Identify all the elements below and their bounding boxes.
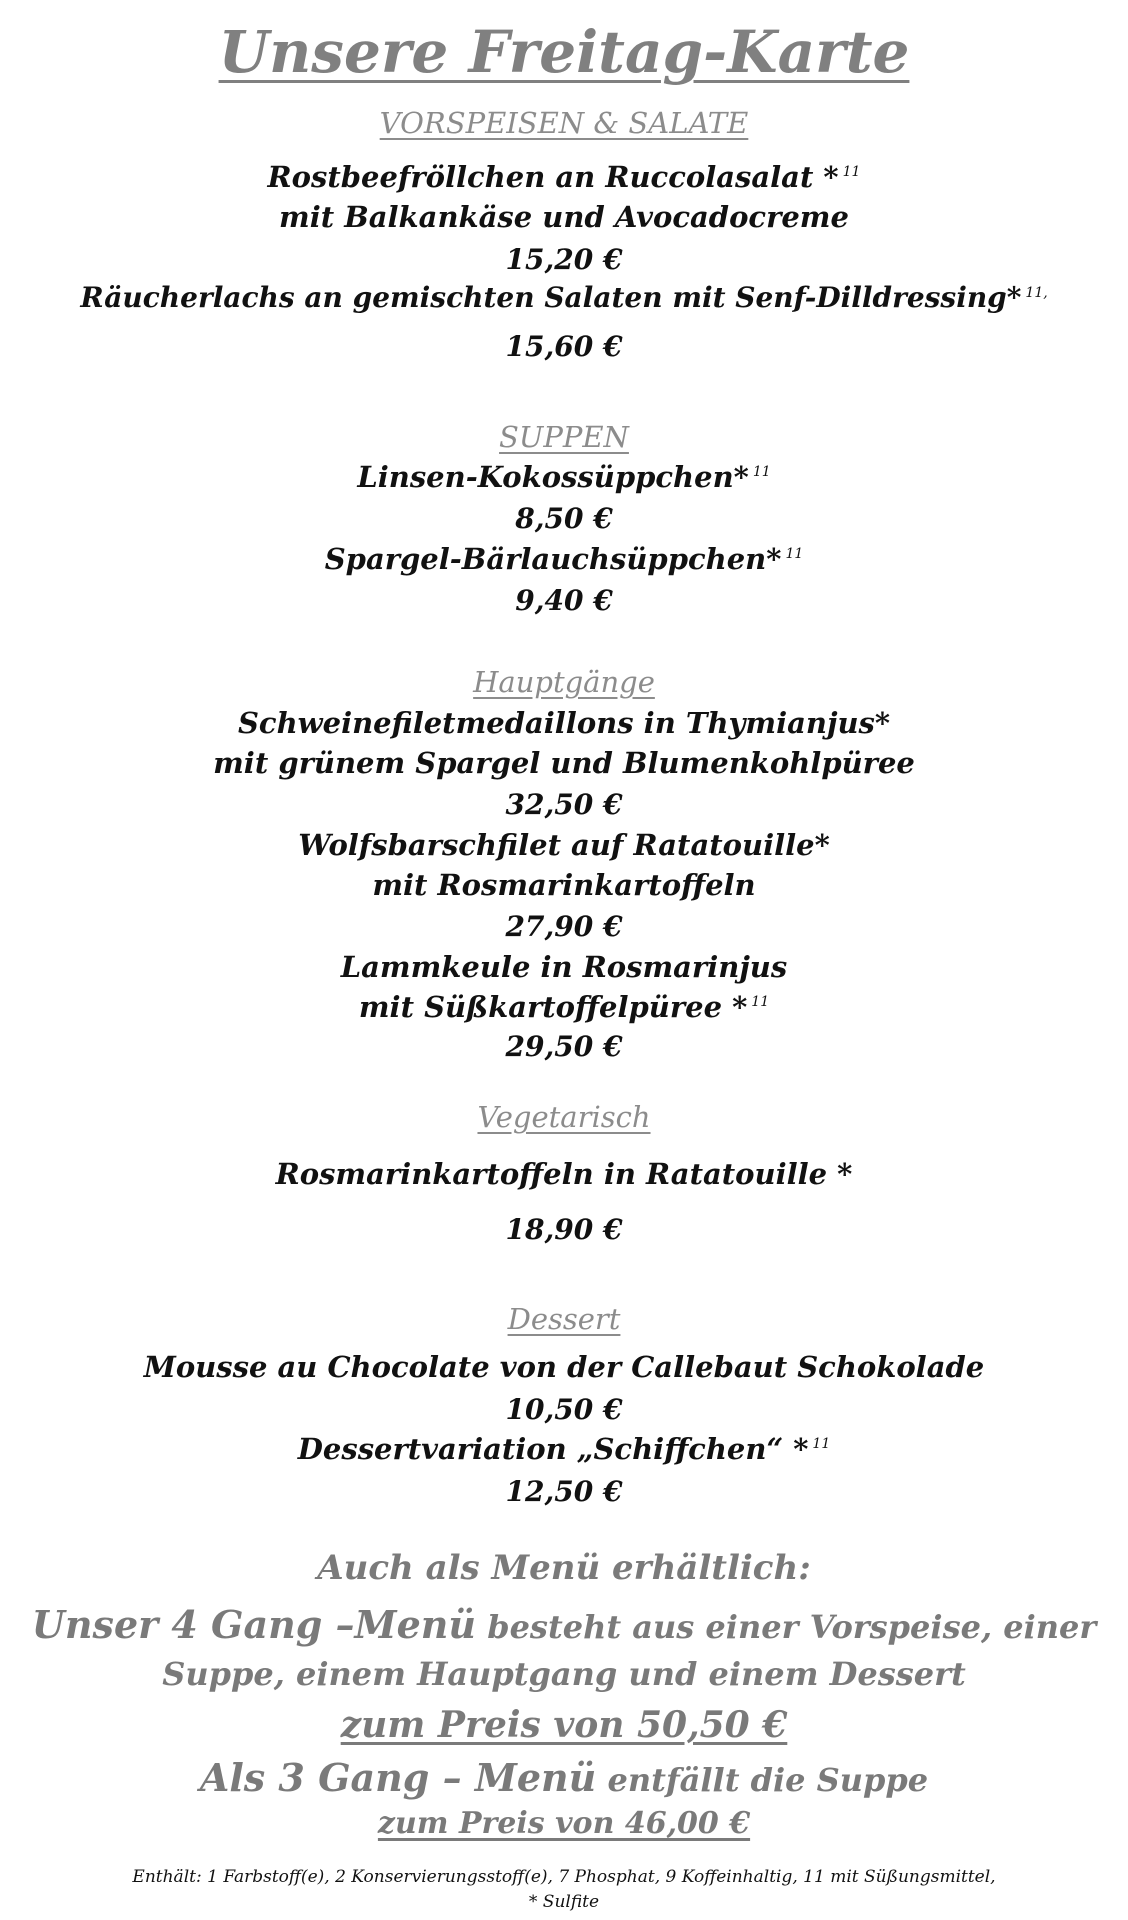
allergen-note: 11,	[1025, 284, 1048, 301]
menu-item-price: 27,90 €	[505, 910, 623, 943]
menu-item-line: mit Süßkartoffelpüree * $^{11}$	[358, 990, 770, 1024]
allergen-note: 11	[751, 994, 770, 1011]
menu-item-line: Räucherlachs an gemischten Salaten mit Senf-Dilldressing* $^{11,}$	[80, 281, 1048, 314]
menu-item-price: 18,90 €	[505, 1213, 623, 1246]
page-title: Unsere Freitag-Karte	[218, 18, 910, 86]
three-course-line: Als 3 Gang – Menü entfällt die Suppe	[199, 1755, 929, 1800]
menu-item-line: Mousse au Chocolate von der Callebaut Schokolade	[143, 1350, 985, 1384]
menu-item-price: 9,40 €	[515, 584, 613, 617]
menu-item-line: Spargel-Bärlauchsüppchen* $^{11}$	[324, 542, 804, 576]
allergen-note: 11	[812, 1436, 831, 1453]
section-heading-dessert: Dessert	[507, 1302, 621, 1336]
menu-offer-intro: Auch als Menü erhältlich:	[317, 1548, 811, 1588]
menu-item-line: Rosmarinkartoffeln in Ratatouille *	[275, 1157, 853, 1191]
menu-item-price: 32,50 €	[505, 788, 623, 821]
menu-item-line: mit Balkankäse und Avocadocreme	[279, 200, 849, 234]
allergen-legend: Enthält: 1 Farbstoff(e), 2 Konservierungsstoff(e), 7 Phosphat, 9 Koffeinhaltig, 11 mit Süßungsmittel,	[132, 1867, 996, 1887]
section-heading-mains: Hauptgänge	[473, 665, 655, 699]
menu-item-price: 10,50 €	[505, 1393, 623, 1426]
menu-item-line: Wolfsbarschfilet auf Ratatouille*	[298, 828, 830, 862]
menu-item-line: mit Rosmarinkartoffeln	[372, 868, 756, 902]
menu-item-line: Lammkeule in Rosmarinjus	[340, 950, 788, 984]
menu-item-price: 29,50 €	[505, 1030, 623, 1063]
menu-item-line: mit grünem Spargel und Blumenkohlpüree	[213, 746, 915, 780]
section-heading-soups: SUPPEN	[499, 420, 629, 454]
four-course-line: Unser 4 Gang –Menü besteht aus einer Vorspeise, einer	[31, 1602, 1097, 1647]
section-heading-vegetarian: Vegetarisch	[477, 1100, 651, 1134]
allergen-note: 11	[752, 464, 771, 481]
allergen-note: 11	[842, 164, 861, 181]
section-heading-starters: VORSPEISEN & SALATE	[379, 106, 749, 140]
menu-item-price: 15,60 €	[505, 330, 623, 363]
four-course-description: Suppe, einem Hauptgang und einem Dessert	[162, 1655, 966, 1693]
menu-item-price: 12,50 €	[505, 1475, 623, 1508]
menu-item-line: Schweinefiletmedaillons in Thymianjus*	[237, 706, 891, 740]
menu-item-price: 8,50 €	[515, 502, 613, 535]
allergen-note: 11	[785, 546, 804, 563]
menu-item-line: Rostbeefröllchen an Ruccolasalat * $^{11}$	[267, 160, 861, 194]
menu-item-line: Linsen-Kokossüppchen* $^{11}$	[357, 460, 771, 494]
menu-item-price: 15,20 €	[505, 243, 623, 276]
three-course-price: zum Preis von 46,00 €	[377, 1806, 751, 1841]
four-course-price: zum Preis von 50,50 €	[340, 1704, 788, 1746]
menu-item-line: Dessertvariation „Schiffchen“ * $^{11}$	[297, 1432, 831, 1466]
sulfite-legend: * Sulfite	[528, 1892, 600, 1912]
